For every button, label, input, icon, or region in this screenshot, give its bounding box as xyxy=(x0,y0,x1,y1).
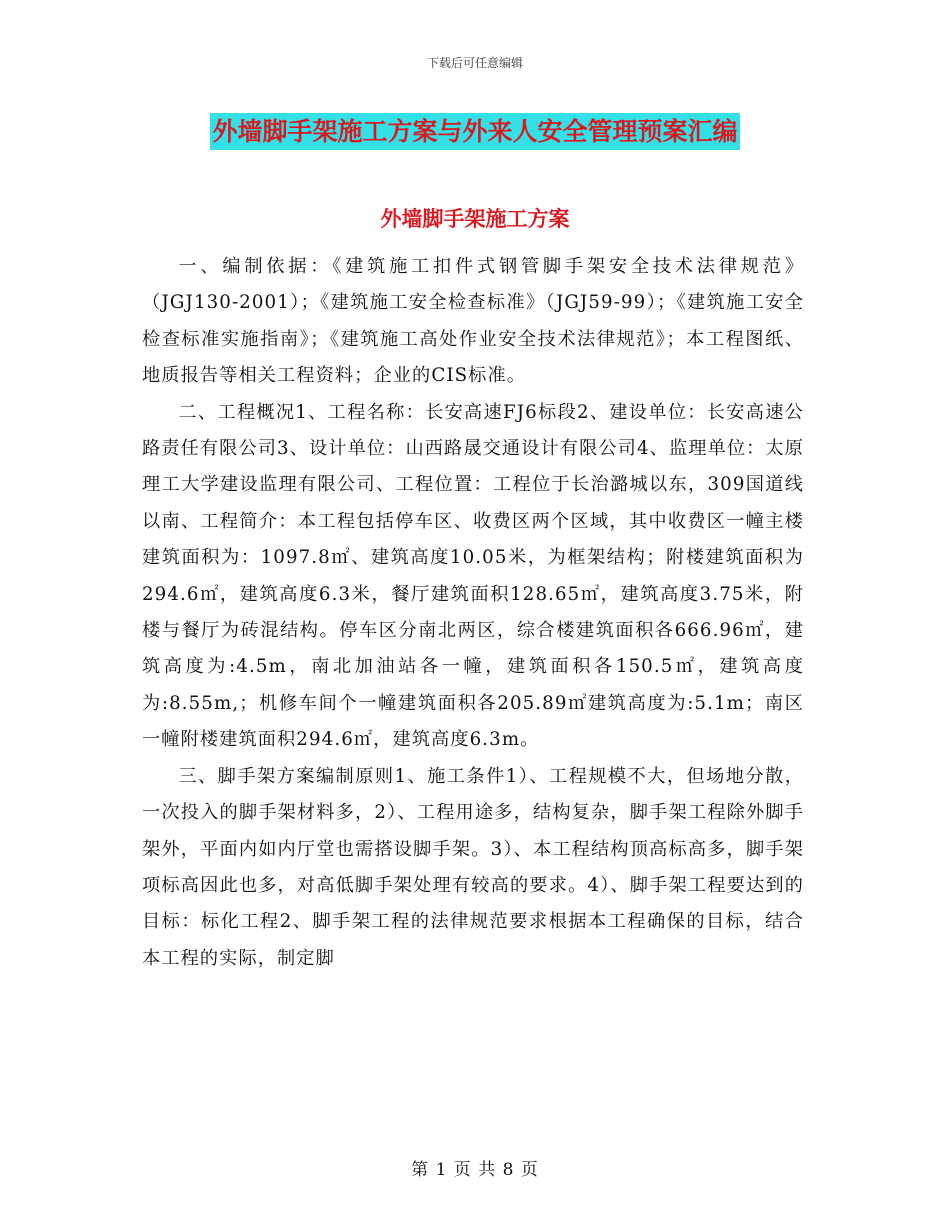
paragraph-3: 三、脚手架方案编制原则1、施工条件1）、工程规模不大，但场地分散，一次投入的脚手架材料多，2）、工程用途多，结构复杂，脚手架工程除外脚手架外，平面内如内厅堂也需搭设脚手架。3）、本工程结构顶高标高多，脚手架项标高因此也多，对高低脚手架处理有较高的要求。4）、脚手架工程要达到的目标：标化工程2、脚手架工程的法律规范要求根据本工程确保的目标，结合本工程的实际，制定脚 xyxy=(142,765,804,969)
section-title: 外墙脚手架施工方案 xyxy=(380,207,570,231)
document-title xyxy=(0,112,950,148)
document-title-text: 外墙脚手架施工方案与外来人安全管理预案汇编 xyxy=(210,113,739,150)
paragraph-1: 一、编制依据：《建筑施工扣件式钢管脚手架安全技术法律规范》（JGJ130-2001）；《建筑施工安全检查标准》（JGJ59-99）；《建筑施工安全检查标准实施指南》；《建筑施工高处作业安全技术法律规范》；本工程图纸、地质报告等相关工程资料；企业的CIS标准。 xyxy=(142,256,804,387)
paragraph-2: 二、工程概况1、工程名称：长安高速FJ6标段2、建设单位：长安高速公路责任有限公司3、设计单位：山西路晟交通设计有限公司4、监理单位：太原理工大学建设监理有限公司、工程位置：工程位于长治潞城以东，309国道线以南、工程简介：本工程包括停车区、收费区两个区域，其中收费区一幢主楼建筑面积为：1097.8㎡、建筑高度10.05米，为框架结构；附楼建筑面积为294.6㎡，建筑高度6.3米，餐厅建筑面积128.65㎡，建筑高度3.75米，附楼与餐厅为砖混结构。停车区分南北两区，综合楼建筑面积各666.96㎡，建筑高度为:4.5m，南北加油站各一幢，建筑面积各150.5㎡，建筑高度为:8.55m,；机修车间个一幢建筑面积各205.89㎡建筑高度为:5.1m；南区一幢附楼建筑面积294.6㎡，建筑高度6.3m。 xyxy=(142,401,804,751)
page-number-footer: 第 1 页 共 8 页 xyxy=(411,1160,539,1180)
header-note: 下载后可任意编辑 xyxy=(426,56,523,70)
body-text xyxy=(142,249,804,977)
